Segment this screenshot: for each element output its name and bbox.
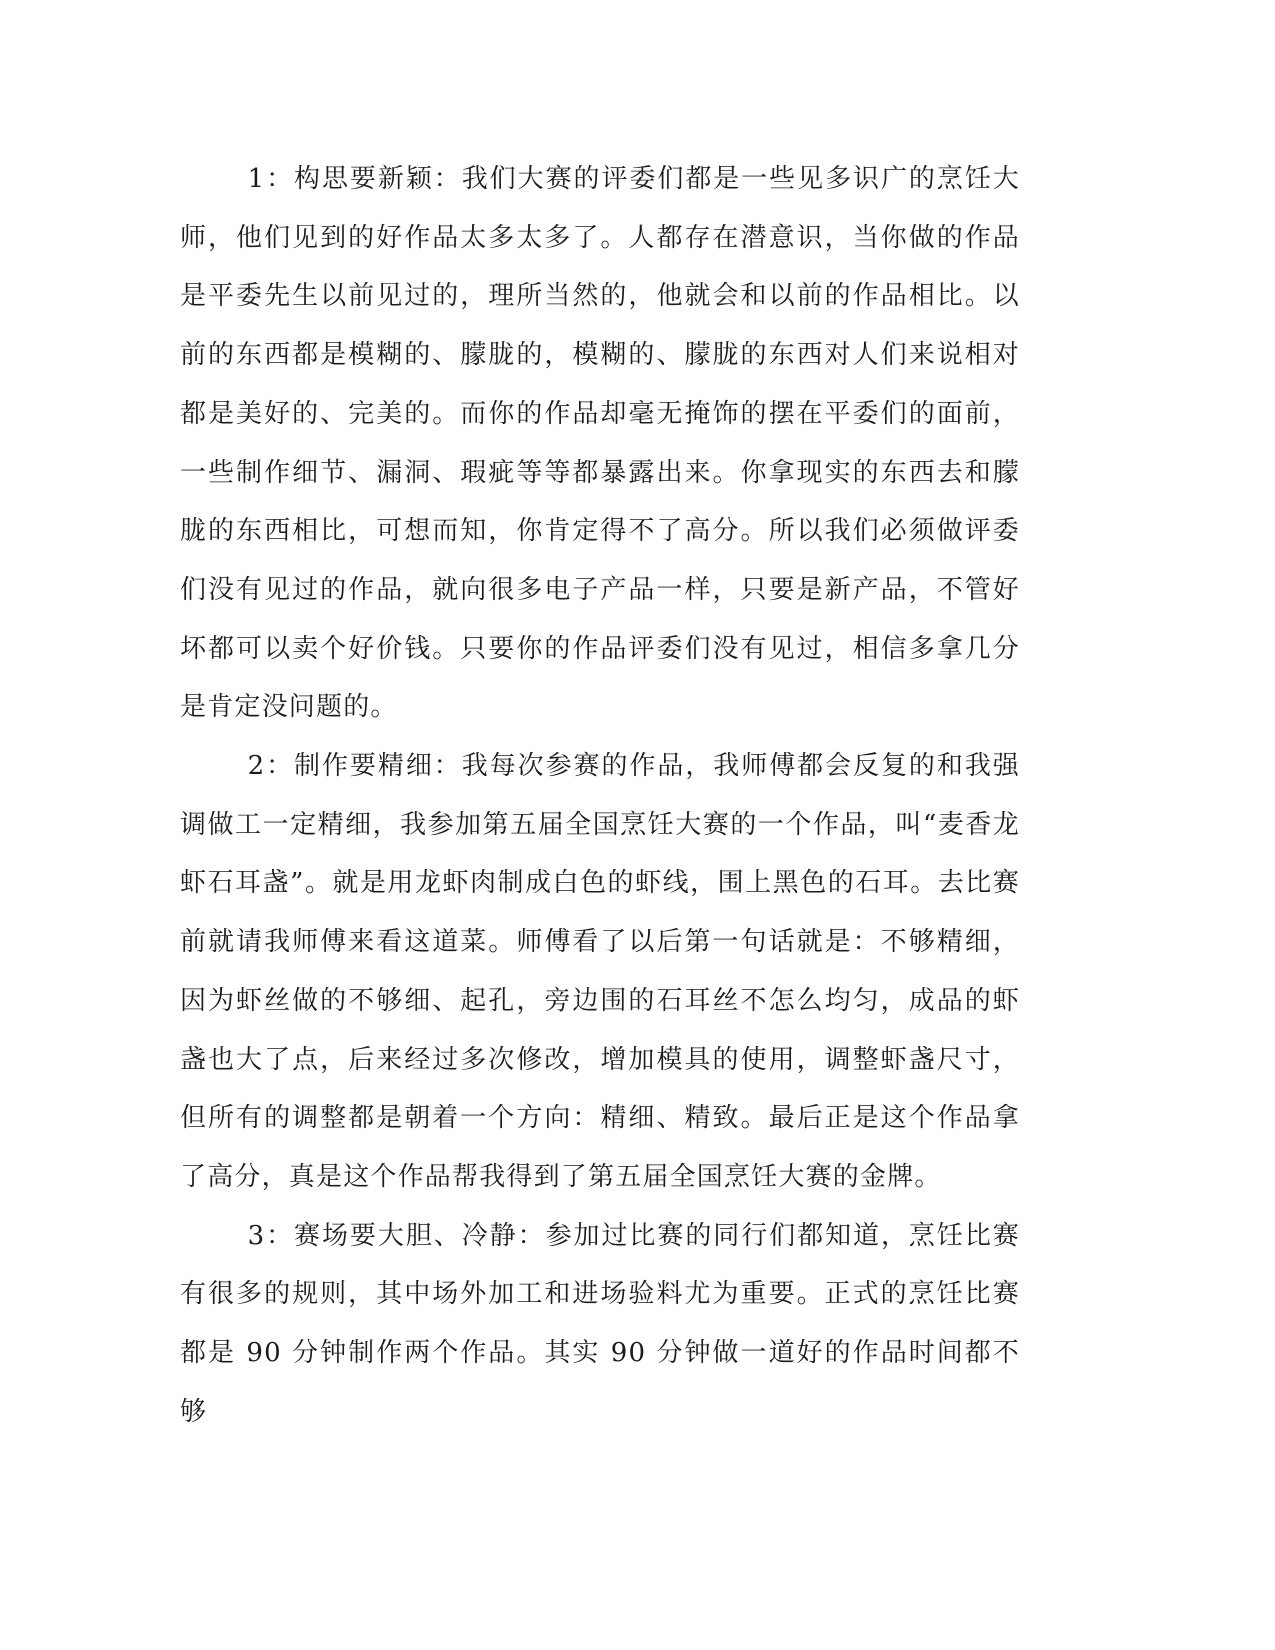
paragraph-3: 3：赛场要大胆、冷静：参加过比赛的同行们都知道，烹饪比赛有很多的规则，其中场外加工和进场验料尤为重要。正式的烹饪比赛都是 90 分钟制作两个作品。其实 90 分钟做一道好的作品时间都不够 [180, 1220, 1020, 1427]
document-body [180, 150, 1020, 1441]
paragraph-2: 2：制作要精细：我每次参赛的作品，我师傅都会反复的和我强调做工一定精细，我参加第五届全国烹饪大赛的一个作品，叫“麦香龙虾石耳盏”。就是用龙虾肉制成白色的虾线，围上黑色的石耳。去比赛前就请我师傅来看这道菜。师傅看了以后第一句话就是：不够精细，因为虾丝做的不够细、起孔，旁边围的石耳丝不怎么均匀，成品的虾盏也大了点，后来经过多次修改，增加模具的使用，调整虾盏尺寸，但所有的调整都是朝着一个方向：精细、精致。最后正是这个作品拿了高分，真是这个作品帮我得到了第五届全国烹饪大赛的金牌。 [180, 751, 1020, 1192]
paragraph-1: 1：构思要新颖：我们大赛的评委们都是一些见多识广的烹饪大师，他们见到的好作品太多太多了。人都存在潜意识，当你做的作品是平委先生以前见过的，理所当然的，他就会和以前的作品相比。以前的东西都是模糊的、朦胧的，模糊的、朦胧的东西对人们来说相对都是美好的、完美的。而你的作品却毫无掩饰的摆在平委们的面前，一些制作细节、漏洞、瑕疵等等都暴露出来。你拿现实的东西去和朦胧的东西相比，可想而知，你肯定得不了高分。所以我们必须做评委们没有见过的作品，就向很多电子产品一样，只要是新产品，不管好坏都可以卖个好价钱。只要你的作品评委们没有见过，相信多拿几分是肯定没问题的。 [180, 164, 1020, 723]
